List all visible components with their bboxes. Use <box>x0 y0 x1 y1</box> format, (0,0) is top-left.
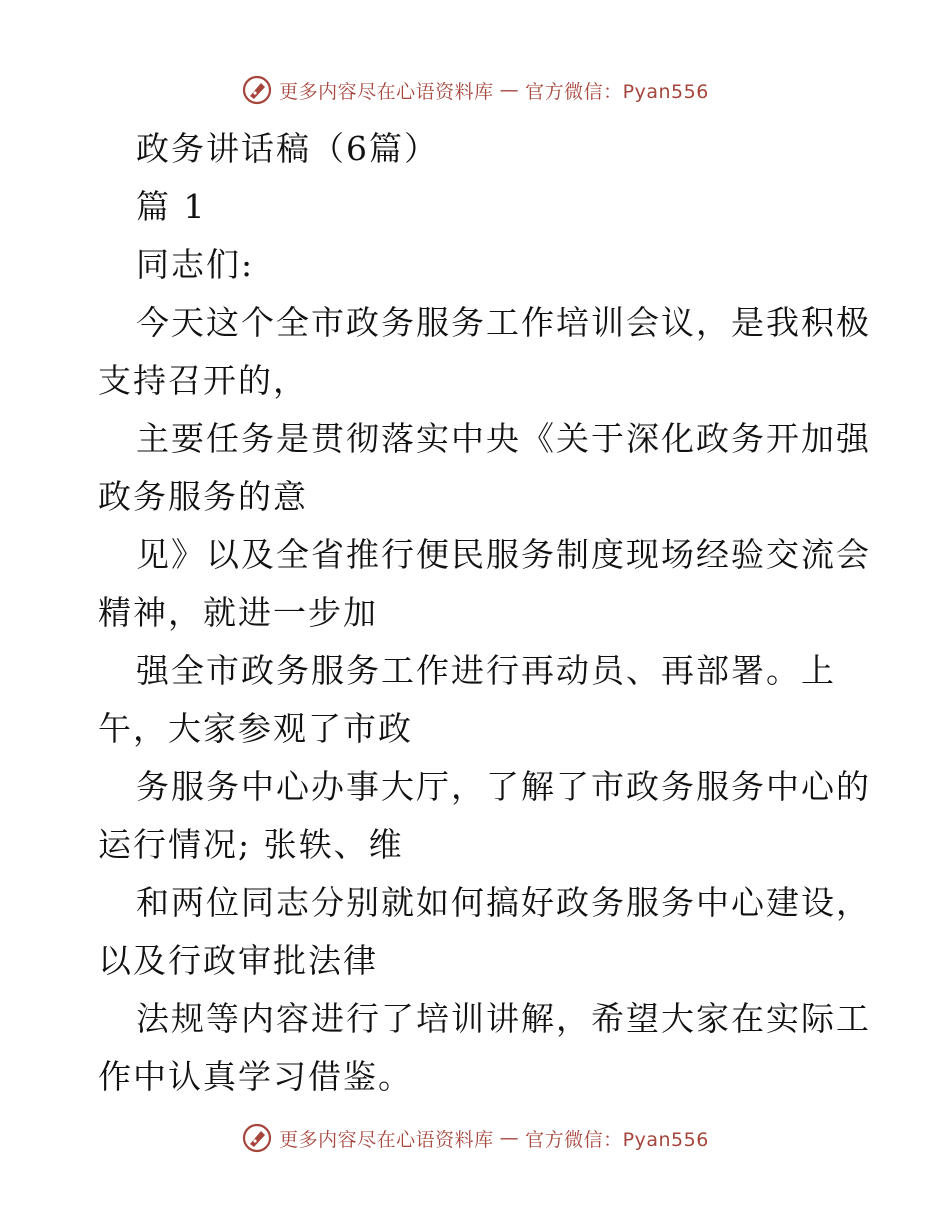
document-body <box>98 120 871 1106</box>
watermark-dash: — <box>499 1127 520 1149</box>
paragraph-line: 见》以及全省推行便民服务制度现场经验交流会 <box>136 535 871 574</box>
watermark-footer <box>0 1118 950 1158</box>
paragraph-line: 午，大家参观了市政 <box>98 709 413 748</box>
paragraph-line: 支持召开的， <box>98 361 308 400</box>
paragraph-line: 运行情况; 张轶、维 <box>98 825 404 864</box>
paragraph-line: 以及行政审批法律 <box>98 941 378 980</box>
watermark-brand: 更多内容尽在心语资料库 <box>279 1128 494 1151</box>
watermark-wechat: 官方微信：Pyan556 <box>525 1128 709 1151</box>
paragraph-line: 今天这个全市政务服务工作培训会议，是我积极 <box>136 303 871 342</box>
watermark-header <box>0 70 950 110</box>
watermark-brand: 更多内容尽在心语资料库 <box>279 80 494 103</box>
paragraph-line: 务服务中心办事大厅，了解了市政务服务中心的 <box>136 767 871 806</box>
paragraph-line: 精神，就进一步加 <box>98 593 378 632</box>
paragraph-line: 和两位同志分别就如何搞好政务服务中心建设， <box>136 883 871 922</box>
watermark-dash: — <box>499 79 520 101</box>
greeting: 同志们: <box>136 245 255 284</box>
pen-nib-logo-icon <box>241 1122 273 1154</box>
section-heading: 篇 1 <box>136 187 207 226</box>
document-title: 政务讲话稿（6篇） <box>136 129 439 168</box>
paragraph-line: 法规等内容进行了培训讲解，希望大家在实际工 <box>136 999 871 1038</box>
paragraph-line: 主要任务是贯彻落实中央《关于深化政务开加强 <box>136 419 871 458</box>
paragraph-line: 强全市政务服务工作进行再动员、再部署。上 <box>136 651 836 690</box>
paragraph-line: 作中认真学习借鉴。 <box>98 1057 413 1096</box>
watermark-wechat: 官方微信：Pyan556 <box>525 80 709 103</box>
pen-nib-logo-icon <box>241 74 273 106</box>
paragraph-line: 政务服务的意 <box>98 477 308 516</box>
